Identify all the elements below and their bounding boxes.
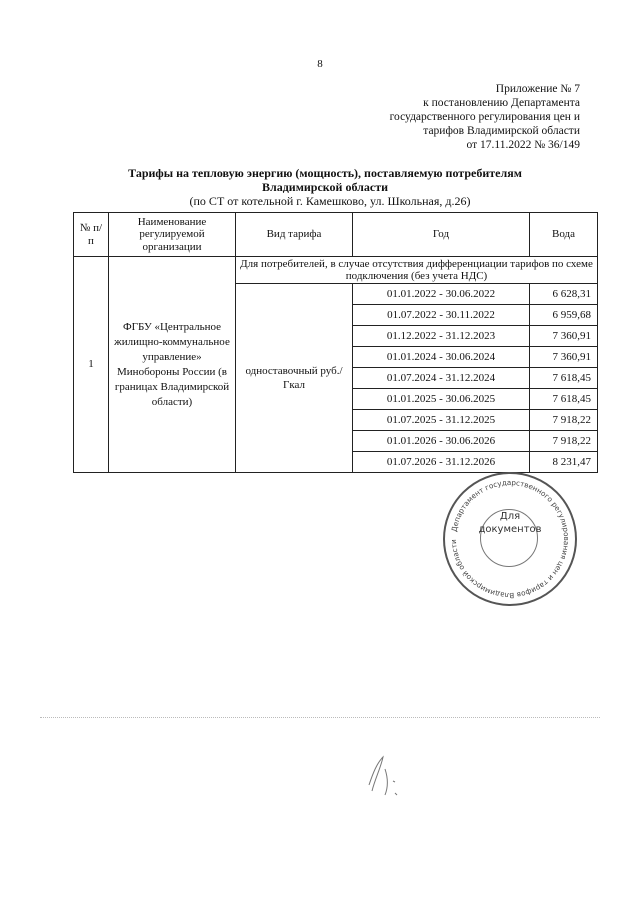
appendix-header (390, 82, 580, 152)
consumer-note-row (74, 257, 598, 284)
document-title: Тарифы на тепловую энергию (мощность), поставляемую потребителям Владимирской области (128, 166, 522, 194)
tariff-value: 7 618,45 (530, 368, 598, 389)
tariff-value: 7 360,91 (530, 347, 598, 368)
appendix-line-1: Приложение № 7 (495, 83, 580, 95)
tariff-period: 01.01.2025 - 30.06.2025 (353, 389, 530, 410)
header-water: Вода (530, 213, 598, 257)
dotted-line (40, 713, 600, 718)
tariff-period: 01.01.2022 - 30.06.2022 (353, 284, 530, 305)
tariff-period: 01.07.2025 - 31.12.2025 (353, 410, 530, 431)
tariff-table (73, 212, 598, 473)
tariff-value: 7 360,91 (530, 326, 598, 347)
appendix-line-3: государственного регулирования цен и (389, 111, 580, 123)
tariff-period: 01.07.2026 - 31.12.2026 (353, 452, 530, 473)
tariff-value: 8 231,47 (530, 452, 598, 473)
appendix-line-5: от 17.11.2022 № 36/149 (466, 139, 580, 151)
tariff-value: 7 918,22 (530, 431, 598, 452)
tariff-value: 7 618,45 (530, 389, 598, 410)
stamp-ring-label: Департамент государственного регулирования цен и тарифов Владимирской области (448, 477, 572, 601)
tariff-period: 01.12.2022 - 31.12.2023 (353, 326, 530, 347)
tariff-period: 01.07.2022 - 30.11.2022 (353, 305, 530, 326)
header-num: № п/п (74, 213, 109, 257)
signature (355, 745, 415, 805)
page-number: 8 (317, 58, 323, 70)
consumer-note: Для потребителей, в случае отсутствия дифференциации тарифов по схеме подключения (без учета НДС) (236, 257, 598, 284)
stamp-line-2: документов (478, 524, 542, 535)
organization-name: ФГБУ «Центральное жилищно-коммунальное управление» Минобороны России (в границах Владимирской области) (109, 257, 236, 473)
tariff-type: одноставочный руб./Гкал (236, 284, 353, 473)
tariff-value: 6 628,31 (530, 284, 598, 305)
header-type: Вид тарифа (236, 213, 353, 257)
appendix-line-4: тарифов Владимирской области (423, 125, 580, 137)
header-year: Год (353, 213, 530, 257)
appendix-line-2: к постановлению Департамента (423, 97, 580, 109)
table-header-row (74, 213, 598, 257)
tariff-period: 01.07.2024 - 31.12.2024 (353, 368, 530, 389)
stamp-line-1: Для (499, 511, 521, 522)
stamp (443, 472, 577, 606)
row-number: 1 (74, 257, 109, 473)
tariff-value: 7 918,22 (530, 410, 598, 431)
header-org: Наименование регулируемой организации (109, 213, 236, 257)
document-subtitle: (по СТ от котельной г. Камешково, ул. Школьная, д.26) (189, 194, 471, 208)
tariff-period: 01.01.2026 - 30.06.2026 (353, 431, 530, 452)
tariff-period: 01.01.2024 - 30.06.2024 (353, 347, 530, 368)
tariff-value: 6 959,68 (530, 305, 598, 326)
stamp-center-text (445, 510, 575, 536)
